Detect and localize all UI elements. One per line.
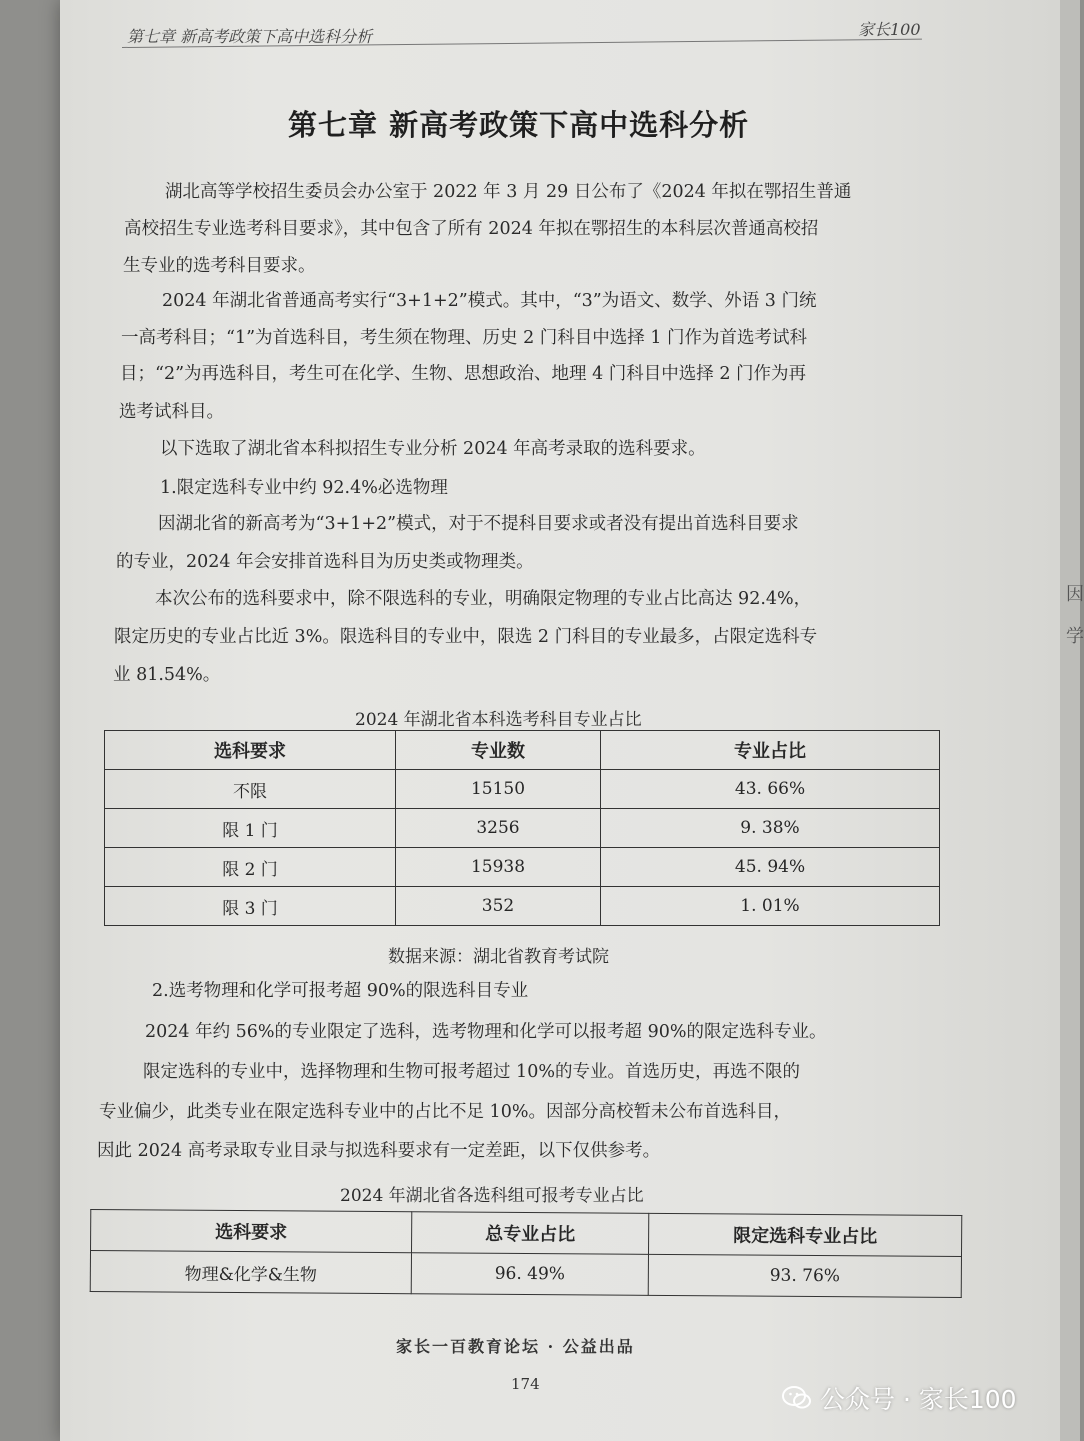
table-cell: 15150 [396, 770, 601, 809]
table-header-row [91, 1209, 962, 1256]
chapter-title: 第七章 新高考政策下高中选科分析 [288, 108, 750, 142]
table-header-cell: 选科要求 [105, 731, 396, 770]
paragraph-line: 选考试科目。 [119, 402, 224, 422]
table-cell: 9. 38% [601, 809, 940, 848]
table-header-cell: 专业占比 [601, 731, 940, 770]
paragraph-line: 本次公布的选科要求中，除不限选科的专业，明确限定物理的专业占比高达 92.4%， [155, 589, 812, 609]
table-row [105, 809, 940, 848]
paragraph-line: 以下选取了湖北省本科拟招生专业分析 2024 年高考录取的选科要求。 [160, 439, 706, 459]
adjacent-page-edge [1060, 0, 1080, 1441]
table-cell: 43. 66% [601, 770, 940, 809]
running-header-brand: 家长100 [858, 20, 921, 39]
table-cell: 1. 01% [601, 887, 940, 926]
section-heading: 1.限定选科专业中约 92.4%必选物理 [160, 478, 448, 498]
table-cell: 15938 [396, 848, 601, 887]
paragraph-line: 高校招生专业选考科目要求》，其中包含了所有 2024 年拟在鄂招生的本科层次普通高校招 [124, 219, 819, 239]
table-cell: 93. 76% [648, 1254, 961, 1297]
paragraph-line: 限定选科的专业中，选择物理和生物可报考超过 10%的专业。首选历史，再选不限的 [143, 1062, 800, 1082]
table-cell: 限 1 门 [105, 809, 396, 848]
paragraph-line: 专业偏少，此类专业在限定选科专业中的占比不足 10%。因部分高校暂未公布首选科目， [99, 1102, 791, 1122]
table-cell: 45. 94% [601, 848, 940, 887]
paragraph-line: 生专业的选考科目要求。 [123, 256, 316, 276]
paragraph-line: 目；“2”为再选科目，考生可在化学、生物、思想政治、地理 4 门科目中选择 2 门作为再 [120, 364, 807, 384]
paragraph-line: 湖北高等学校招生委员会办公室于 2022 年 3 月 29 日公布了《2024 年拟在鄂招生普通 [165, 182, 852, 202]
table-header-cell: 总专业占比 [412, 1212, 649, 1255]
table-row [90, 1250, 961, 1297]
paragraph-line: 因湖北省的新高考为“3+1+2”模式，对于不提科目要求或者没有提出首选科目要求 [158, 514, 799, 534]
wechat-icon [782, 1386, 812, 1410]
watermark [782, 1380, 1017, 1416]
table1-source: 数据来源：湖北省教育考试院 [388, 947, 609, 967]
table-cell: 352 [396, 887, 601, 926]
paragraph-line: 2024 年约 56%的专业限定了选科，选考物理和化学可以报考超 90%的限定选科专业。 [145, 1022, 827, 1042]
table-row [105, 848, 940, 887]
table-header-cell: 专业数 [396, 731, 601, 770]
table-cell: 3256 [396, 809, 601, 848]
paragraph-line: 一高考科目；“1”为首选科目，考生须在物理、历史 2 门科目中选择 1 门作为首选考试科 [121, 328, 808, 348]
table-subject-combinations [90, 1209, 963, 1298]
adjacent-page-char: 因 [1066, 584, 1084, 605]
table-header-cell: 限定选科专业占比 [648, 1213, 961, 1256]
section-heading: 2.选考物理和化学可报考超 90%的限选科目专业 [152, 981, 529, 1001]
page-footer: 家长一百教育论坛 · 公益出品 [396, 1337, 635, 1356]
paragraph-line: 的专业，2024 年会安排首选科目为历史类或物理类。 [116, 552, 534, 572]
paragraph-line: 2024 年湖北省普通高考实行“3+1+2”模式。其中，“3”为语文、数学、外语 3 门统 [162, 291, 817, 311]
table-cell: 96. 49% [411, 1253, 648, 1296]
paragraph-line: 业 81.54%。 [113, 665, 221, 685]
table-subject-requirements [104, 730, 940, 926]
table-cell: 不限 [105, 770, 396, 809]
table2-caption: 2024 年湖北省各选科组可报考专业占比 [340, 1186, 644, 1206]
watermark-text: 公众号 · 家长100 [820, 1385, 1017, 1414]
table-row [105, 887, 940, 926]
table-header-row [105, 731, 940, 770]
adjacent-page-char: 学 [1066, 626, 1084, 647]
paragraph-line: 限定历史的专业占比近 3%。限选科目的专业中，限选 2 门科目的专业最多，占限定选科专 [114, 627, 818, 647]
table-row [105, 770, 940, 809]
paragraph-line: 因此 2024 高考录取专业目录与拟选科要求有一定差距，以下仅供参考。 [97, 1141, 661, 1161]
running-header-chapter: 第七章 新高考政策下高中选科分析 [127, 27, 373, 46]
table-header-cell: 选科要求 [91, 1209, 412, 1252]
table1-caption: 2024 年湖北省本科选考科目专业占比 [355, 710, 642, 730]
table-cell: 限 3 门 [105, 887, 396, 926]
table-cell: 限 2 门 [105, 848, 396, 887]
page-number: 174 [511, 1375, 540, 1393]
table-cell: 物理&化学&生物 [90, 1250, 411, 1293]
